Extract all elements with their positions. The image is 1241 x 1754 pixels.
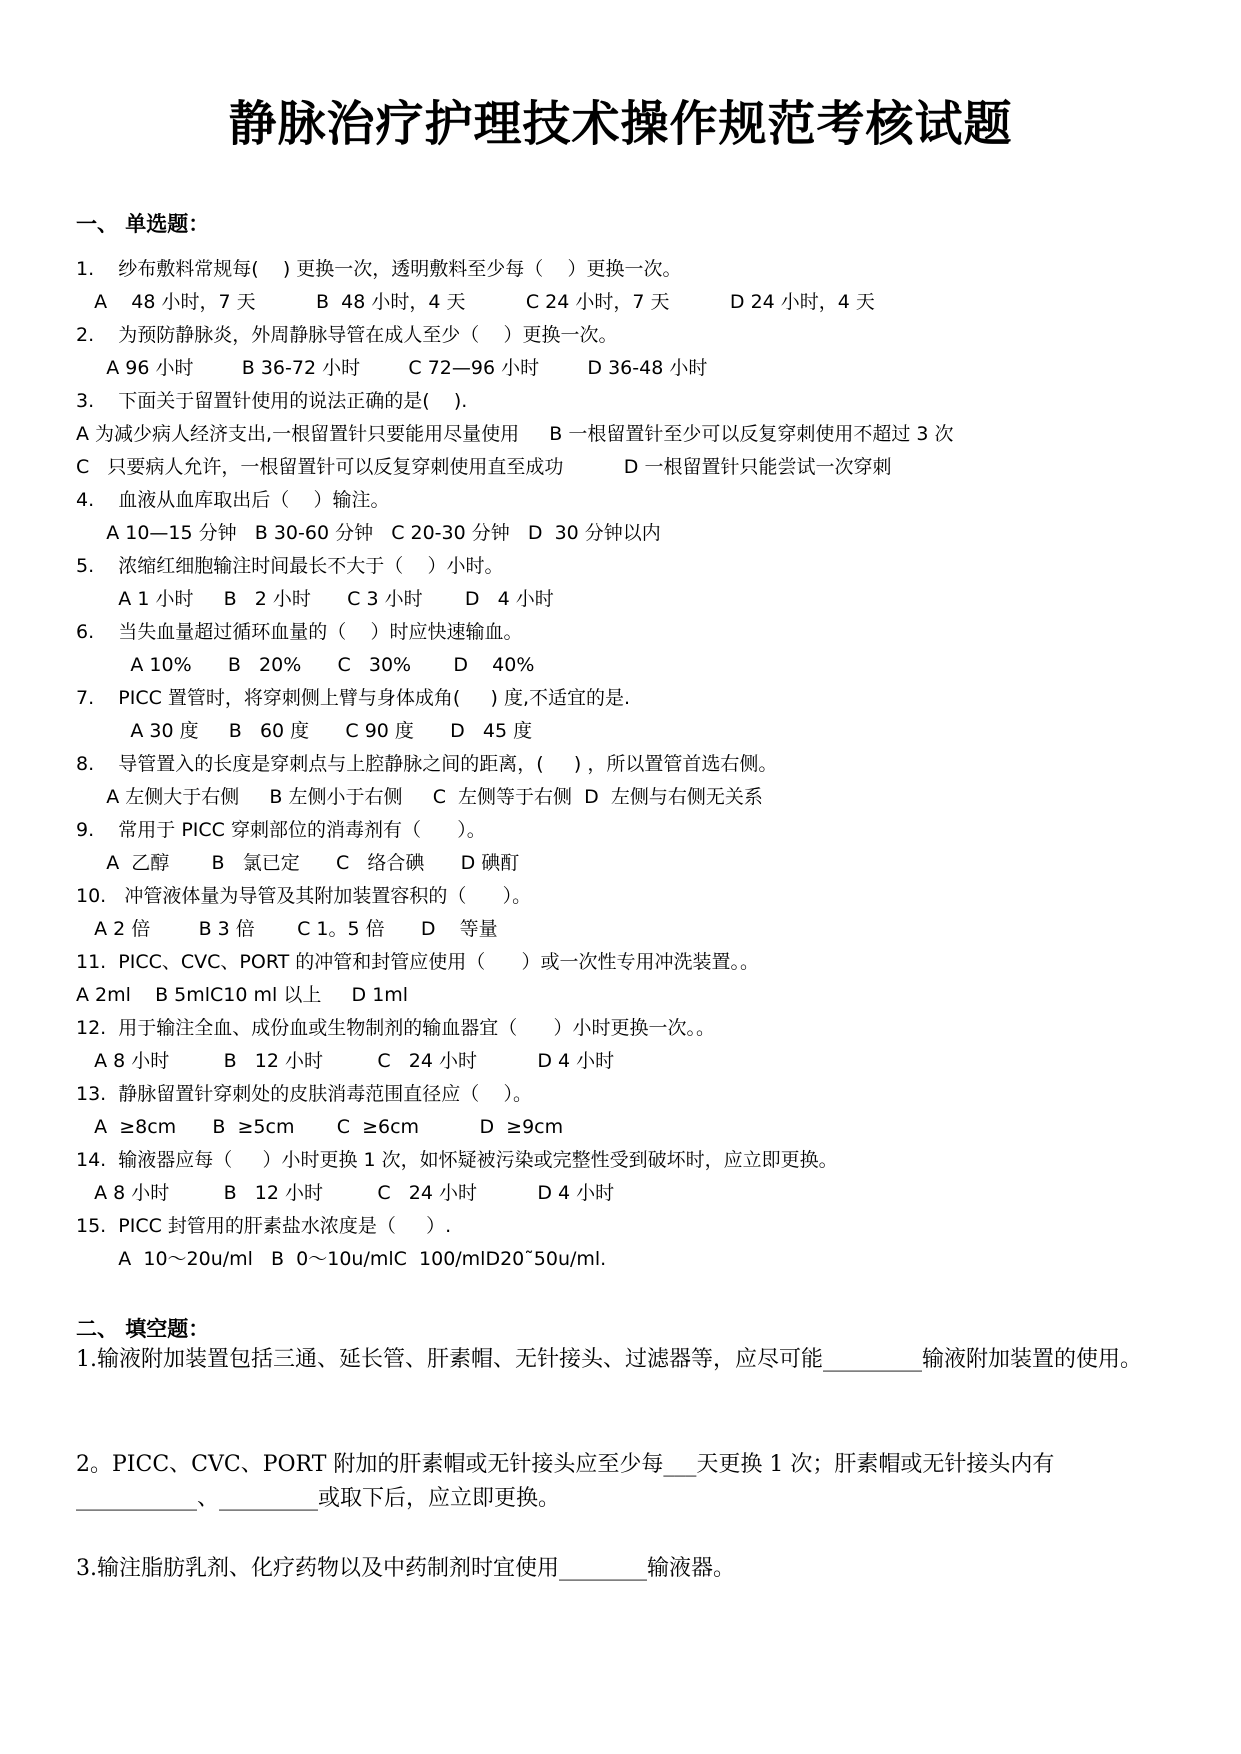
question-line: 6. 当失血量超过循环血量的（ ）时应快速输血。 <box>76 621 523 643</box>
fill-blank-item: 2。PICC、CVC、PORT 附加的肝素帽或无针接头应至少每___天更换 1 次；肝素帽或无针接头内有___________、_________或取下后，应立即更换。 <box>76 1452 1055 1511</box>
section-heading-fill-blank: 二、 填空题： <box>76 1317 210 1341</box>
options-line: A 10% B 20% C 30% D 40% <box>76 654 535 676</box>
question-line: 12. 用于输注全血、成份血或生物制剂的输血器宜（ ）小时更换一次。。 <box>76 1017 716 1039</box>
options-line: A 8 小时 B 12 小时 C 24 小时 D 4 小时 <box>76 1050 615 1072</box>
options-line: A 为减少病人经济支出,一根留置针只要能用尽量使用 B 一根留置针至少可以反复穿刺使用不超过 3 次 <box>76 423 954 445</box>
fill-blank-item: 3.输注脂肪乳剂、化疗药物以及中药制剂时宜使用________输液器。 <box>76 1556 735 1581</box>
fill-blank-item: 1.输液附加装置包括三通、延长管、肝素帽、无针接头、过滤器等，应尽可能_________输液附加装置的使用。 <box>76 1347 1142 1372</box>
options-line: A 2 倍 B 3 倍 C 1。5 倍 D 等量 <box>76 918 498 940</box>
question-line: 10. 冲管液体量为导管及其附加装置容积的（ ）。 <box>76 885 532 907</box>
section-heading-single-choice: 一、 单选题： <box>76 212 210 236</box>
options-line: A 30 度 B 60 度 C 90 度 D 45 度 <box>76 720 533 742</box>
question-line: 8. 导管置入的长度是穿刺点与上腔静脉之间的距离，( ) ，所以置管首选右侧。 <box>76 753 778 775</box>
options-line: A 10～20u/ml B 0～10u/mlC 100/mlD20˜50u/ml. <box>76 1248 607 1270</box>
page-title: 静脉治疗护理技术操作规范考核试题 <box>228 96 1013 152</box>
options-line: A ≥8cm B ≥5cm C ≥6cm D ≥9cm <box>76 1116 564 1138</box>
question-line: 1. 纱布敷料常规每( ) 更换一次，透明敷料至少每（ ）更换一次。 <box>76 258 682 280</box>
options-line: A 10—15 分钟 B 30-60 分钟 C 20-30 分钟 D 30 分钟以内 <box>76 522 661 544</box>
question-line: 13. 静脉留置针穿刺处的皮肤消毒范围直径应（ ）。 <box>76 1083 532 1105</box>
options-line: A 8 小时 B 12 小时 C 24 小时 D 4 小时 <box>76 1182 615 1204</box>
question-line: 11. PICC、CVC、PORT 的冲管和封管应使用（ ）或一次性专用冲洗装置。。 <box>76 951 760 973</box>
options-line: A 左侧大于右侧 B 左侧小于右侧 C 左侧等于右侧 D 左侧与右侧无关系 <box>76 786 763 808</box>
question-line: 7. PICC 置管时，将穿刺侧上臂与身体成角( ) 度,不适宜的是. <box>76 687 631 709</box>
question-line: 9. 常用于 PICC 穿刺部位的消毒剂有（ ）。 <box>76 819 486 841</box>
question-line: 2. 为预防静脉炎，外周静脉导管在成人至少（ ）更换一次。 <box>76 324 618 346</box>
options-line: A 1 小时 B 2 小时 C 3 小时 D 4 小时 <box>76 588 554 610</box>
question-line: 15. PICC 封管用的肝素盐水浓度是（ ）. <box>76 1215 452 1237</box>
question-line: 3. 下面关于留置针使用的说法正确的是( ). <box>76 390 468 412</box>
options-line: C 只要病人允许，一根留置针可以反复穿刺使用直至成功 D 一根留置针只能尝试一次穿刺 <box>76 456 892 478</box>
options-line: A 48 小时，7 天 B 48 小时，4 天 C 24 小时，7 天 D 24 小时，4 天 <box>76 291 875 313</box>
options-line: A 乙醇 B 氯已定 C 络合碘 D 碘酊 <box>76 852 520 874</box>
options-line: A 2ml B 5mlC10 ml 以上 D 1ml <box>76 984 409 1006</box>
question-line: 5. 浓缩红细胞输注时间最长不大于（ ）小时。 <box>76 555 504 577</box>
options-line: A 96 小时 B 36-72 小时 C 72—96 小时 D 36-48 小时 <box>76 357 708 379</box>
question-line: 4. 血液从血库取出后（ ）输注。 <box>76 489 390 511</box>
question-line: 14. 输液器应每（ ）小时更换 1 次，如怀疑被污染或完整性受到破坏时，应立即更换。 <box>76 1149 838 1171</box>
